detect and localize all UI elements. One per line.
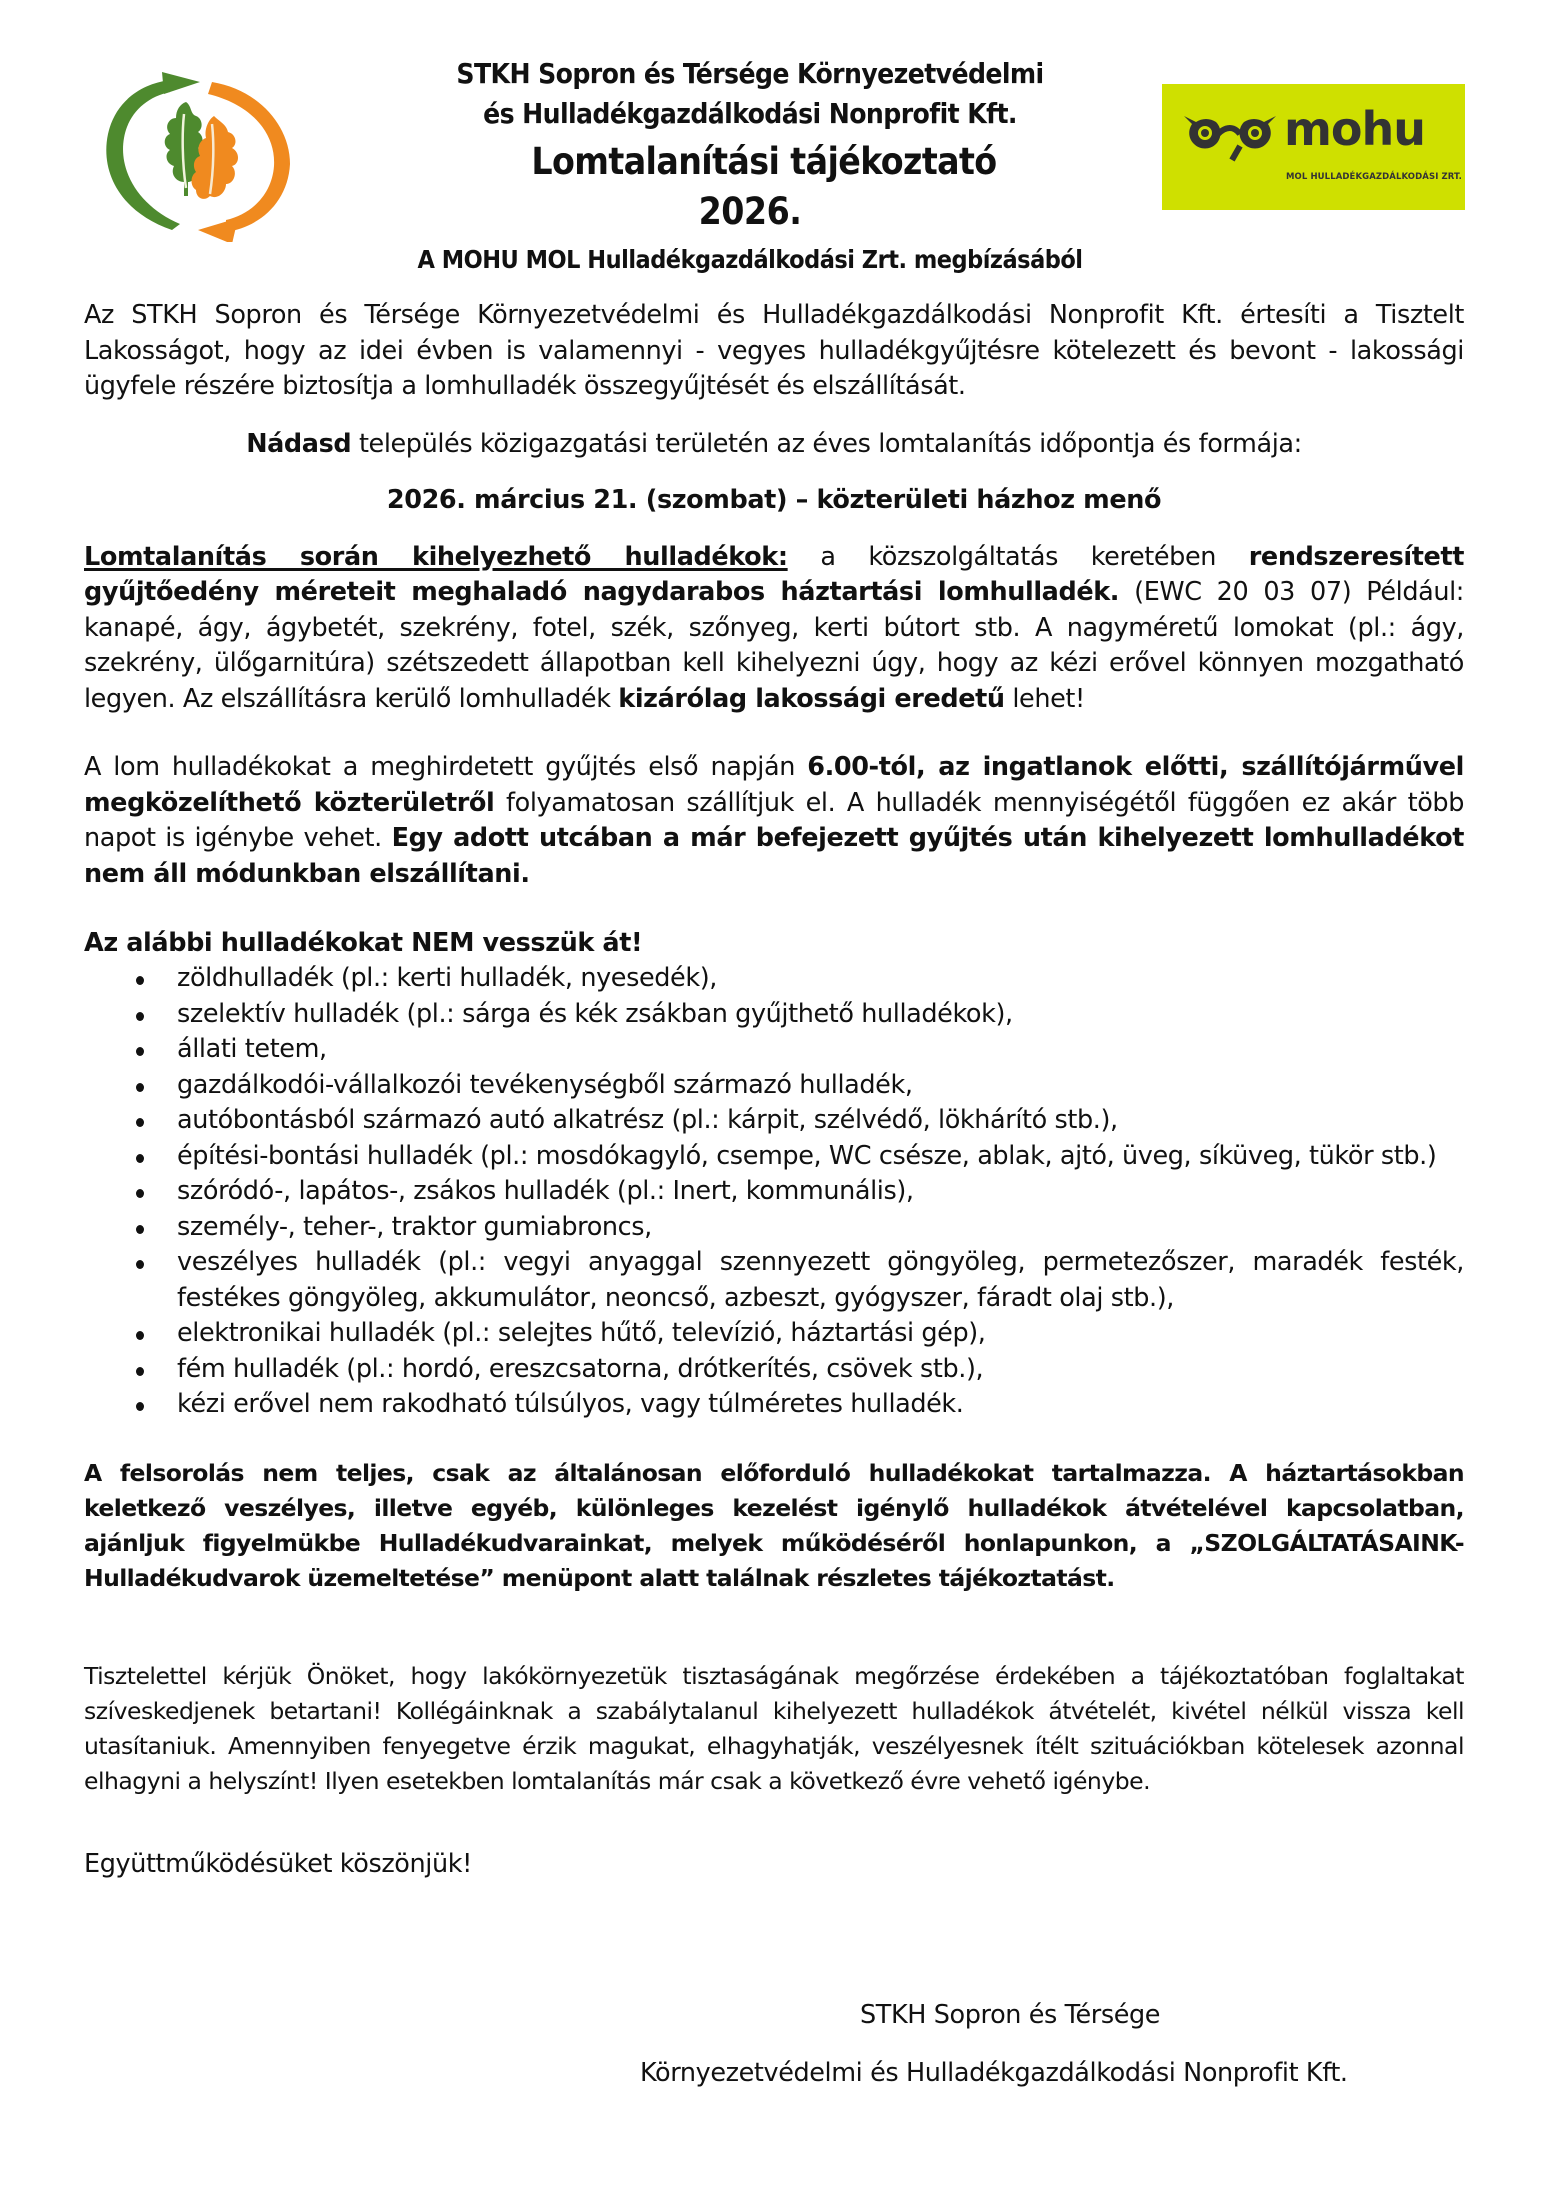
stkh-logo [100, 72, 300, 242]
thanks-line: Együttműködésüket köszönjük! [84, 1848, 472, 1879]
excluded-item-text: gazdálkodói-vállalkozói tevékenységből származó hulladék, [177, 1069, 913, 1100]
bullet-icon [136, 1225, 144, 1234]
org-name-line1: STKH Sopron és Térsége Környezetvédelmi [456, 57, 1044, 90]
settlement-paragraph [84, 427, 1464, 463]
document-year: 2026. [698, 190, 802, 233]
excluded-item [84, 1032, 1464, 1068]
recycling-leaf-icon [100, 72, 300, 242]
collection-bold-1: 6.00-tól, az ingatlanok előtti, szállítójárművel megközelíthető közterületről [84, 752, 1464, 818]
document-title: Lomtalanítási tájékoztató [531, 140, 997, 183]
intro-paragraph: Az STKH Sopron és Térsége Környezetvédelmi és Hulladékgazdálkodási Nonprofit Kft. értesíti a Tisztelt Lakosságot, hogy az idei évben is valamennyi - vegyes hulladékgyűjtésre kötelezett és bevont - lakossági ügyfele részére biztosítja a lomhulladék összegyűjtését és elszállítását. [84, 300, 1464, 401]
excluded-list [84, 961, 1464, 1423]
bullet-icon [136, 1367, 144, 1376]
excluded-item-text: kézi erővel nem rakodható túlsúlyos, vagy túlméretes hulladék. [177, 1389, 964, 1419]
excluded-item-text: személy-, teher-, traktor gumiabroncs, [177, 1211, 652, 1242]
document-header [360, 54, 1140, 280]
excluded-item-text: szelektív hulladék (pl.: sárga és kék zsákban gyűjthető hulladékok), [177, 998, 1013, 1029]
collection-text-2: folyamatosan szállítjuk el. A hulladék mennyiségétől függően ez akár több napot is igénybe vehet. [84, 787, 1465, 853]
excluded-heading: Az alábbi hulladékokat NEM vesszük át! [84, 928, 643, 958]
excluded-item-text: állati tetem, [177, 1034, 327, 1064]
mohu-subtitle: MOL HULLADÉKGAZDÁLKODÁSI ZRT. [1286, 172, 1462, 182]
excluded-item [84, 1174, 1464, 1210]
bullet-icon [136, 1154, 144, 1163]
allowed-waste-heading: Lomtalanítás során kihelyezhető hulladékok: [84, 541, 788, 572]
request-paragraph: Tisztelettel kérjük Önöket, hogy lakókörnyezetük tisztaságának megőrzése érdekében a tájékoztatóban foglaltakat szíveskedjenek betartani! Kollégáinknak a szabálytalanul kihelyezett hulladékok átvételét, kivétel nélkül vissza kell utasítaniuk. Amennyiben fenyegetve érzik magukat, elhagyhatják, veszélyesnek ítélt szituációkban kötelesek azonnal elhagyni a helyszínt! Ilyen esetekben lomtalanítás már csak a következő évre vehető igénybe. [84, 1661, 1464, 1795]
excluded-item [84, 997, 1464, 1033]
allowed-text-2: (EWC 20 03 07) Például: kanapé, ágy, ágybetét, szekrény, fotel, szék, szőnyeg, kerti bútort stb. A nagyméretű lomokat (pl.: ágy, szekrény, ülőgarnitúra) szétszedett állapotban kell kihelyezni úgy, hogy az kézi erővel könnyen mozgatható legyen. Az elszállításra kerülő lomhulladék [84, 577, 1464, 714]
collection-bold-2: Egy adott utcában a már befejezett gyűjtés után kihelyezett lomhulladékot nem áll módunkban elszállítani. [84, 823, 1464, 889]
bullet-icon [136, 1331, 144, 1340]
collection-date: 2026. március 21. (szombat) – közterületi házhoz menő [386, 485, 1162, 515]
bullet-icon [136, 1189, 144, 1198]
mohu-wordmark: mohu [1284, 102, 1426, 156]
settlement-name: Nádasd [246, 428, 352, 459]
org-name-line2: és Hulladékgazdálkodási Nonprofit Kft. [483, 97, 1017, 130]
excluded-item [84, 1103, 1464, 1139]
bullet-icon [136, 1047, 144, 1056]
commission-line: A MOHU MOL Hulladékgazdálkodási Zrt. megbízásából [417, 245, 1083, 274]
bullet-icon [136, 1118, 144, 1127]
settlement-text: település közigazgatási területén az éves lomtalanítás időpontja és formája: [351, 428, 1302, 459]
excluded-item-text: elektronikai hulladék (pl.: selejtes hűtő, televízió, háztartási gép), [177, 1318, 986, 1348]
allowed-bold-1: rendszeresített gyűjtőedény méreteit meghaladó nagydarabos háztartási lomhulladék. [84, 541, 1464, 607]
bullet-icon [136, 1402, 144, 1411]
bullet-icon [136, 1012, 144, 1021]
allowed-text-1: a közszolgáltatás keretében [787, 541, 1249, 572]
excluded-item [84, 1352, 1464, 1388]
excluded-item-text: építési-bontási hulladék (pl.: mosdókagyló, csempe, WC csésze, ablak, ajtó, üveg, síküveg, tükör stb.) [177, 1140, 1437, 1171]
excluded-item-text: szóródó-, lapátos-, zsákos hulladék (pl.: Inert, kommunális), [177, 1176, 914, 1206]
excluded-item [84, 1139, 1464, 1175]
bullet-icon [136, 976, 144, 985]
signature-line-1: STKH Sopron és Térsége [860, 2000, 1161, 2030]
allowed-text-3: lehet! [1004, 683, 1085, 714]
excluded-item [84, 1245, 1464, 1316]
note-paragraph: A felsorolás nem teljes, csak az általánosan előforduló hulladékokat tartalmazza. A háztartásokban keletkező veszélyes, illetve egyéb, különleges kezelést igénylő hulladékok átvételével kapcsolatban, ajánljuk figyelmükbe Hulladékudvarainkat, melyek működéséről honlapunkon, a „SZOLGÁLTATÁSAINK-Hulladékudvarok üzemeltetése” menüpont alatt találnak részletes tájékoztatást. [84, 1458, 1464, 1592]
collection-text-1: A lom hulladékokat a meghirdetett gyűjtés első napján [84, 752, 808, 782]
excluded-item-text: veszélyes hulladék (pl.: vegyi anyaggal szennyezett göngyöleg, permetezőszer, maradék festék, festékes göngyöleg, akkumulátor, neoncső, azbeszt, gyógyszer, fáradt olaj stb.), [177, 1247, 1464, 1313]
excluded-item [84, 1068, 1464, 1104]
mohu-owl-icon [1182, 112, 1278, 164]
collection-paragraph [84, 750, 1464, 892]
signature-line-2: Környezetvédelmi és Hulladékgazdálkodási Nonprofit Kft. [640, 2058, 1348, 2088]
excluded-item-text: autóbontásból származó autó alkatrész (pl.: kárpit, szélvédő, lökhárító stb.), [177, 1105, 1118, 1135]
mohu-logo [1162, 84, 1465, 210]
bullet-icon [136, 1260, 144, 1269]
excluded-item [84, 1210, 1464, 1246]
excluded-item [84, 961, 1464, 997]
bullet-icon [136, 1083, 144, 1092]
excluded-item [84, 1387, 1464, 1423]
excluded-item-text: zöldhulladék (pl.: kerti hulladék, nyesedék), [177, 963, 717, 993]
allowed-bold-2: kizárólag lakossági eredetű [618, 683, 1005, 714]
allowed-waste-paragraph [84, 540, 1464, 718]
excluded-item-text: fém hulladék (pl.: hordó, ereszcsatorna, drótkerítés, csövek stb.), [177, 1353, 984, 1384]
excluded-item [84, 1316, 1464, 1352]
document-body [84, 298, 1464, 1906]
